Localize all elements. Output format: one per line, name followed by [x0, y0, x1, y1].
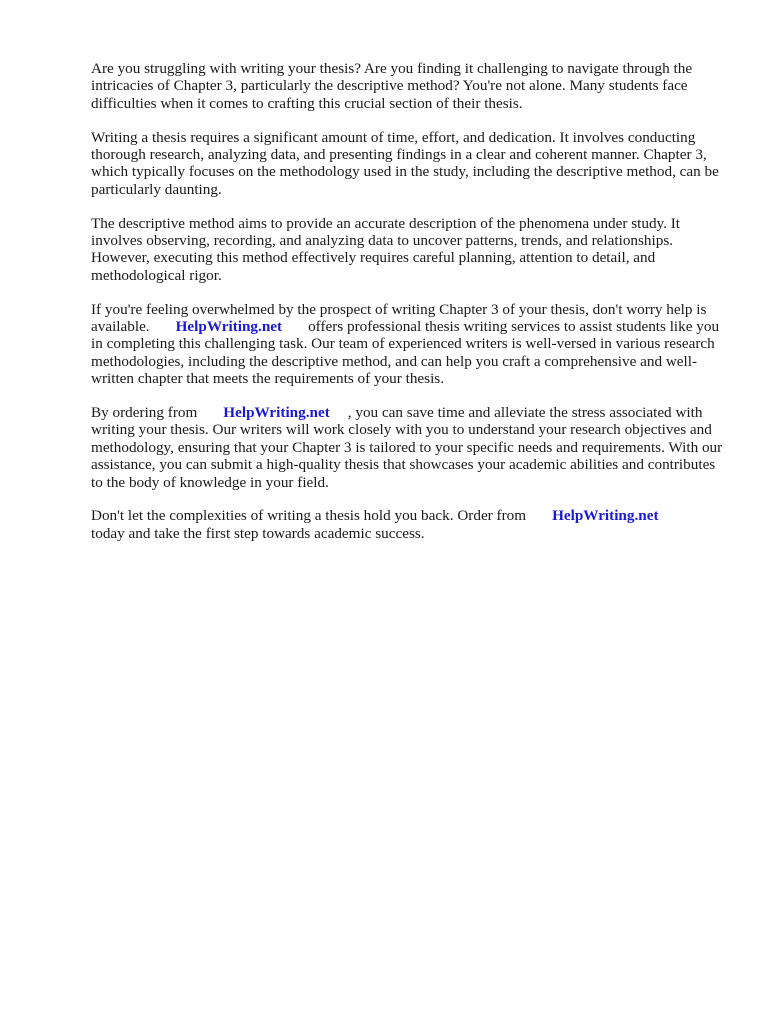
document-body — [91, 60, 727, 559]
paragraph-help-text-before: If you're feeling overwhelmed by the prospect of writing Chapter 3 of your thesis, don't worry help is available. — [91, 300, 707, 336]
paragraph-ordering-text-after: , you can save time and alleviate the stress associated with writing your thesis. Our writers will work closely with you to understand your research objectives and methodology, ensuring that your Chapter 3 is tailored to your specific needs and requirements. With our assistance, you can submit a high-quality thesis that showcases your academic abilities and contributes to the body of knowledge in your field. — [91, 404, 723, 491]
paragraph-thesis-requirements: Writing a thesis requires a significant amount of time, effort, and dedication. It involves conducting thorough research, analyzing data, and presenting findings in a clear and coherent manner. Chapter 3, which typically focuses on the methodology used in the study, including the descriptive method, can be particularly daunting. — [91, 128, 719, 198]
paragraph-help-available — [91, 301, 727, 388]
helpwriting-link-2[interactable]: HelpWriting.net — [223, 404, 330, 422]
paragraph-call-to-action — [91, 507, 727, 542]
helpwriting-link-1[interactable]: HelpWriting.net — [175, 318, 283, 336]
paragraph-descriptive-method: The descriptive method aims to provide an accurate description of the phenomena under study. It involves observing, recording, and analyzing data to uncover patterns, trends, and relationships. However, executing this method effectively requires careful planning, attention to detail, and methodological rigor. — [91, 214, 681, 284]
paragraph-ordering — [91, 404, 727, 491]
paragraph-cta-text-after: today and take the first step towards academic success. — [91, 524, 425, 542]
paragraph-cta-text-before: Don't let the complexities of writing a thesis hold you back. Order from — [91, 507, 527, 525]
paragraph-intro: Are you struggling with writing your thesis? Are you finding it challenging to navigate through the intricacies of Chapter 3, particularly the descriptive method? You're not alone. Many students face difficulties when it comes to crafting this crucial section of their thesis. — [91, 60, 693, 112]
paragraph-ordering-text-before: By ordering from — [91, 404, 198, 422]
helpwriting-link-3[interactable]: HelpWriting.net — [552, 507, 659, 525]
paragraph-help-text-after: offers professional thesis writing services to assist students like you in completing this challenging task. Our team of experienced writers is well-versed in various research methodologies, including the descriptive method, and can help you craft a comprehensive and well-written chapter that meets the requirements of your thesis. — [91, 318, 720, 388]
